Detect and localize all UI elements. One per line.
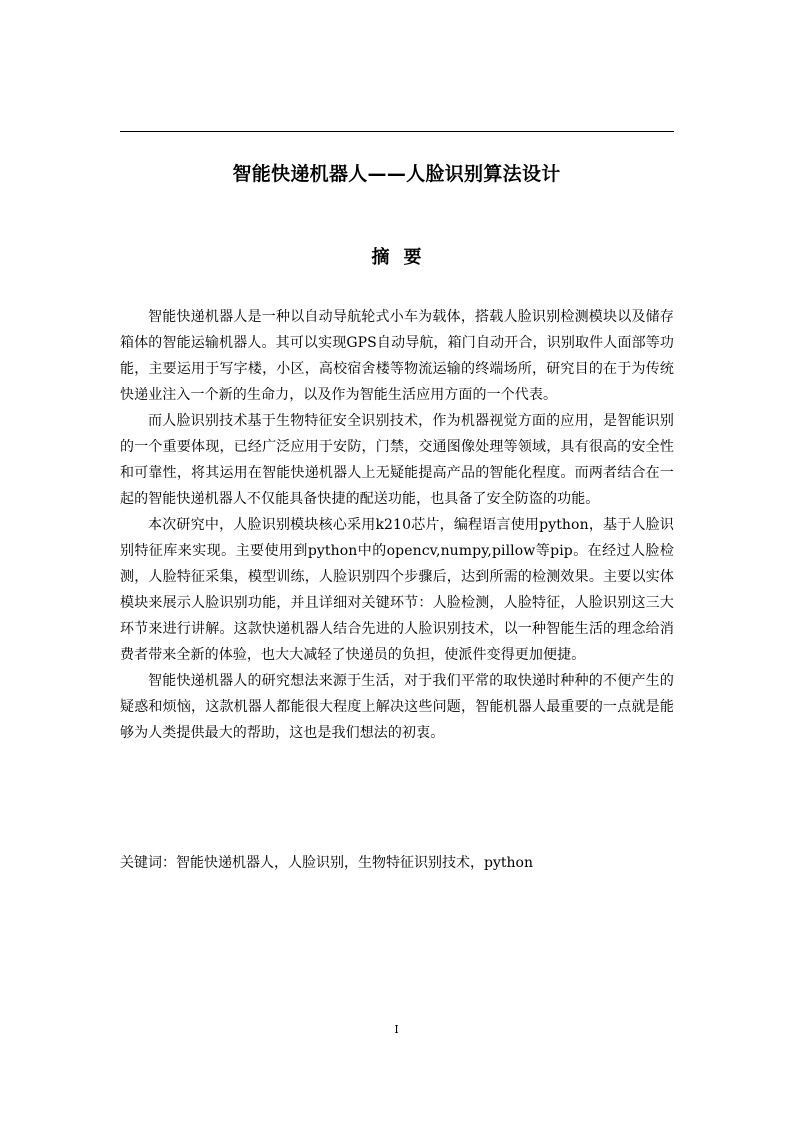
abstract-heading: 摘要 [371,247,436,268]
page-number: I [394,1023,399,1036]
keywords-line: 关键词：智能快递机器人，人脸识别，生物特征识别技术，python [120,855,533,871]
header-rule [120,131,674,132]
abstract-paragraph-3: 本次研究中，人脸识别模块核心采用k210芯片，编程语言使用python，基于人脸识别特征库来实现。主要使用到python中的opencv,numpy,pillow等pip。在经过人脸检测，人脸特征采集，模型训练，人脸识别四个步骤后，达到所需的检测效果。主要以实体模块来展示人脸识别功能，并且详细对关键环节：人脸检测，人脸特征，人脸识别这三大环节来进行讲解。这款快递机器人结合先进的人脸识别技术，以一种智能生活的理念给消费者带来全新的体验，也大大减轻了快递员的负担，使派件变得更加便捷。 [120,517,674,663]
abstract-paragraph-1: 智能快递机器人是一种以自动导航轮式小车为载体，搭载人脸识别检测模块以及储存箱体的智能运输机器人。其可以实现GPS自动导航，箱门自动开合，识别取件人面部等功能，主要运用于写字楼，小区，高校宿舍楼等物流运输的终端场所，研究目的在于为传统快递业注入一个新的生命力，以及作为智能生活应用方面的一个代表。 [120,309,674,403]
document-title: 智能快递机器人——人脸识别算法设计 [232,163,561,185]
abstract-paragraph-4: 智能快递机器人的研究想法来源于生活，对于我们平常的取快递时种种的不便产生的疑惑和烦恼，这款机器人都能很大程度上解决这些问题，智能机器人最重要的一点就是能够为人类提供最大的帮助，这也是我们想法的初衷。 [120,673,674,741]
abstract-body [120,304,674,746]
abstract-paragraph-2: 而人脸识别技术基于生物特征安全识别技术，作为机器视觉方面的应用，是智能识别的一个重要体现，已经广泛应用于安防，门禁，交通图像处理等领域，具有很高的安全性和可靠性，将其运用在智能快递机器人上无疑能提高产品的智能化程度。而两者结合在一起的智能快递机器人不仅能具备快捷的配送功能，也具备了安全防盗的功能。 [120,413,674,507]
